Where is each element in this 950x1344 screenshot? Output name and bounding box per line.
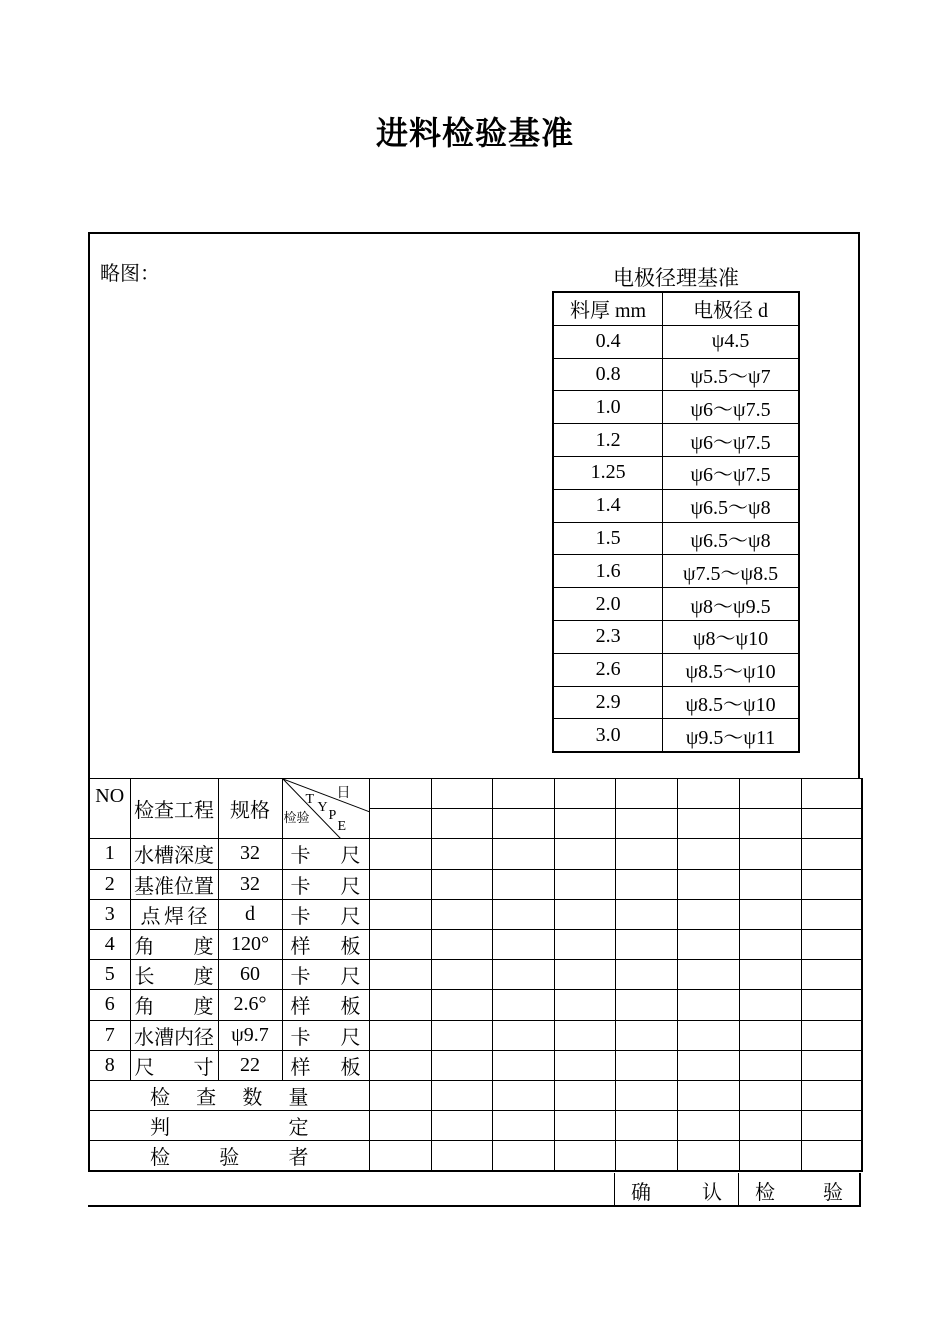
- tool-cell: [282, 1020, 369, 1050]
- date-cell: [677, 779, 739, 809]
- inspect-label: 检验: [283, 810, 310, 825]
- tool-cell: [282, 869, 369, 899]
- thickness-cell: 1.6: [553, 555, 663, 588]
- type-cell: [554, 809, 615, 839]
- inspection-row: [89, 1050, 862, 1080]
- tool-text: 尺: [340, 966, 361, 989]
- record-cell: [739, 1141, 801, 1172]
- record-cell: [801, 839, 862, 869]
- thickness-cell: 3.0: [553, 719, 663, 752]
- process-text: 焊: [164, 905, 184, 928]
- electrode-row: [553, 424, 799, 457]
- record-cell: [369, 869, 431, 899]
- record-cell: [431, 929, 492, 959]
- record-cell: [492, 990, 554, 1020]
- record-cell: [615, 869, 677, 899]
- record-cell: [554, 899, 615, 929]
- record-cell: [615, 839, 677, 869]
- inspection-row: [89, 899, 862, 929]
- electrode-row: [553, 358, 799, 391]
- record-cell: [677, 1080, 739, 1110]
- record-cell: [801, 1141, 862, 1172]
- process-text: 水槽深度: [134, 845, 214, 868]
- record-cell: [554, 1050, 615, 1080]
- summary-text: 检: [150, 1086, 170, 1109]
- process-text: 度: [193, 966, 214, 989]
- record-cell: [369, 839, 431, 869]
- process-text: 径: [187, 905, 208, 928]
- record-cell: [431, 1050, 492, 1080]
- summary-row: [89, 1141, 862, 1172]
- item-number: 8: [89, 1050, 130, 1080]
- record-cell: [739, 899, 801, 929]
- record-cell: [615, 1111, 677, 1141]
- record-cell: [554, 869, 615, 899]
- inspection-row: [89, 960, 862, 990]
- summary-text: 量: [288, 1086, 309, 1109]
- process-cell: [130, 960, 218, 990]
- type-cell: [677, 809, 739, 839]
- process-text: 长: [134, 966, 155, 989]
- summary-text: 验: [219, 1147, 240, 1170]
- electrode-row: [553, 686, 799, 719]
- electrode-diameter-cell: ψ6～ψ7.5: [663, 424, 799, 457]
- document-title: 进料检验基准: [375, 115, 574, 151]
- record-cell: [677, 869, 739, 899]
- process-cell: [130, 869, 218, 899]
- record-cell: [492, 1050, 554, 1080]
- spec-cell: 120°: [218, 929, 282, 959]
- record-cell: [801, 960, 862, 990]
- record-cell: [369, 1080, 431, 1110]
- date-cell: [369, 779, 431, 809]
- summary-text: 查: [196, 1086, 217, 1109]
- record-cell: [677, 1050, 739, 1080]
- thickness-cell: 2.3: [553, 620, 663, 653]
- date-cell: [431, 779, 492, 809]
- record-cell: [615, 929, 677, 959]
- electrode-diameter-cell: ψ8～ψ10: [663, 620, 799, 653]
- spec-header: 规格: [218, 779, 282, 839]
- record-cell: [615, 899, 677, 929]
- record-cell: [615, 1020, 677, 1050]
- record-cell: [677, 929, 739, 959]
- record-cell: [369, 1020, 431, 1050]
- type-date-header: [282, 779, 369, 839]
- item-number: 4: [89, 929, 130, 959]
- record-cell: [431, 1080, 492, 1110]
- tool-text: 样: [290, 936, 311, 959]
- thickness-cell: 2.6: [553, 653, 663, 686]
- date-label: 日: [336, 786, 351, 801]
- record-cell: [492, 899, 554, 929]
- thickness-cell: 0.8: [553, 358, 663, 391]
- electrode-diameter-cell: ψ7.5～ψ8.5: [663, 555, 799, 588]
- record-cell: [801, 929, 862, 959]
- sketch-label: 略图：: [100, 263, 160, 285]
- record-cell: [739, 1020, 801, 1050]
- record-cell: [492, 839, 554, 869]
- tool-text: 样: [290, 996, 311, 1019]
- electrode-diameter-cell: ψ8.5～ψ10: [663, 653, 799, 686]
- record-cell: [739, 990, 801, 1020]
- process-text: 基准位置: [134, 875, 214, 898]
- record-cell: [677, 960, 739, 990]
- record-cell: [615, 1050, 677, 1080]
- electrode-row: [553, 325, 799, 358]
- record-cell: [739, 929, 801, 959]
- spec-cell: 60: [218, 960, 282, 990]
- electrode-diameter-cell: ψ4.5: [663, 325, 799, 358]
- date-cell: [739, 779, 801, 809]
- record-cell: [369, 990, 431, 1020]
- tool-text: 卡: [290, 845, 311, 868]
- tool-cell: [282, 1050, 369, 1080]
- inspection-row: [89, 929, 862, 959]
- electrode-header-row: [553, 292, 799, 325]
- record-cell: [801, 869, 862, 899]
- tool-text: 板: [340, 936, 361, 959]
- electrode-row: [553, 620, 799, 653]
- confirm-char: 确: [631, 1181, 651, 1204]
- electrode-row: [553, 653, 799, 686]
- record-cell: [431, 869, 492, 899]
- record-cell: [554, 929, 615, 959]
- item-number: 6: [89, 990, 130, 1020]
- tool-cell: [282, 929, 369, 959]
- item-number: 1: [89, 839, 130, 869]
- process-text: 度: [193, 996, 214, 1019]
- tool-cell: [282, 839, 369, 869]
- record-cell: [615, 960, 677, 990]
- date-cell: [492, 779, 554, 809]
- item-number: 5: [89, 960, 130, 990]
- no-header: NO: [89, 779, 130, 839]
- inspection-row: [89, 839, 862, 869]
- tool-text: 样: [290, 1056, 311, 1079]
- electrode-diameter-cell: ψ8.5～ψ10: [663, 686, 799, 719]
- record-cell: [801, 990, 862, 1020]
- electrode-diameter-cell: ψ6.5～ψ8: [663, 489, 799, 522]
- summary-row: [89, 1111, 862, 1141]
- record-cell: [431, 1141, 492, 1172]
- record-cell: [554, 1080, 615, 1110]
- process-cell: [130, 929, 218, 959]
- type-cell: [369, 809, 431, 839]
- summary-text: 检: [150, 1147, 170, 1170]
- thickness-header: 料厚 mm: [553, 292, 663, 325]
- type-cell: [431, 809, 492, 839]
- record-cell: [677, 990, 739, 1020]
- record-cell: [615, 990, 677, 1020]
- electrode-diameter-cell: ψ9.5～ψ11: [663, 719, 799, 752]
- record-cell: [739, 960, 801, 990]
- record-cell: [677, 839, 739, 869]
- inspect-char: 检: [755, 1181, 775, 1204]
- record-cell: [615, 1141, 677, 1172]
- record-cell: [492, 1111, 554, 1141]
- type-cell: [739, 809, 801, 839]
- record-cell: [554, 1111, 615, 1141]
- tool-text: 卡: [290, 966, 311, 989]
- tool-cell: [282, 899, 369, 929]
- summary-text: 者: [288, 1147, 309, 1170]
- type-p: P: [328, 808, 337, 823]
- record-cell: [615, 1080, 677, 1110]
- type-cell: [801, 809, 862, 839]
- record-cell: [554, 990, 615, 1020]
- record-cell: [801, 899, 862, 929]
- electrode-diameter-cell: ψ6～ψ7.5: [663, 456, 799, 489]
- record-cell: [801, 1020, 862, 1050]
- record-cell: [369, 899, 431, 929]
- inspection-row: [89, 990, 862, 1020]
- record-cell: [369, 1111, 431, 1141]
- record-cell: [554, 960, 615, 990]
- record-cell: [739, 1111, 801, 1141]
- thickness-cell: 1.5: [553, 522, 663, 555]
- process-text: 点: [140, 905, 161, 928]
- confirm-cell: [614, 1173, 738, 1207]
- record-cell: [677, 899, 739, 929]
- electrode-row: [553, 391, 799, 424]
- tool-text: 卡: [290, 1026, 311, 1049]
- record-cell: [739, 1080, 801, 1110]
- tool-cell: [282, 960, 369, 990]
- tool-text: 板: [340, 1056, 361, 1079]
- electrode-row: [553, 489, 799, 522]
- process-text: 水漕内径: [134, 1026, 214, 1049]
- process-text: 角: [134, 936, 155, 959]
- type-e: E: [337, 819, 347, 834]
- process-text: 角: [134, 996, 155, 1019]
- electrode-table: [552, 291, 800, 753]
- electrode-diameter-cell: ψ6～ψ7.5: [663, 391, 799, 424]
- thickness-cell: 1.4: [553, 489, 663, 522]
- summary-row: [89, 1080, 862, 1110]
- spec-cell: d: [218, 899, 282, 929]
- tool-text: 板: [340, 996, 361, 1019]
- thickness-cell: 0.4: [553, 325, 663, 358]
- inspection-row: [89, 1020, 862, 1050]
- record-cell: [492, 929, 554, 959]
- record-cell: [369, 1141, 431, 1172]
- record-cell: [492, 960, 554, 990]
- tool-cell: [282, 990, 369, 1020]
- summary-label: [89, 1080, 369, 1110]
- type-t: T: [305, 792, 315, 807]
- date-cell: [615, 779, 677, 809]
- spec-cell: ψ9.7: [218, 1020, 282, 1050]
- spec-cell: 2.6°: [218, 990, 282, 1020]
- tool-text: 尺: [340, 905, 361, 928]
- record-cell: [554, 839, 615, 869]
- record-cell: [677, 1020, 739, 1050]
- record-cell: [431, 960, 492, 990]
- record-cell: [492, 1020, 554, 1050]
- record-cell: [369, 1050, 431, 1080]
- tool-text: 尺: [340, 875, 361, 898]
- record-cell: [739, 1050, 801, 1080]
- date-cell: [801, 779, 862, 809]
- process-cell: [130, 899, 218, 929]
- electrode-diameter-cell: ψ6.5～ψ8: [663, 522, 799, 555]
- record-cell: [677, 1111, 739, 1141]
- record-cell: [677, 1141, 739, 1172]
- record-cell: [739, 839, 801, 869]
- process-cell: [130, 990, 218, 1020]
- tool-text: 尺: [340, 845, 361, 868]
- item-number: 3: [89, 899, 130, 929]
- record-cell: [801, 1080, 862, 1110]
- electrode-diameter-cell: ψ5.5～ψ7: [663, 358, 799, 391]
- electrode-row: [553, 456, 799, 489]
- inspect-cell: [738, 1173, 861, 1207]
- inspection-header-row: [89, 779, 862, 809]
- record-cell: [801, 1050, 862, 1080]
- inspection-row: [89, 869, 862, 899]
- record-cell: [431, 1020, 492, 1050]
- item-number: 7: [89, 1020, 130, 1050]
- electrode-row: [553, 522, 799, 555]
- process-text: 度: [193, 936, 214, 959]
- record-cell: [554, 1020, 615, 1050]
- record-cell: [369, 929, 431, 959]
- electrode-table-title: 电极径理基准: [613, 266, 739, 290]
- inspection-table: [88, 778, 863, 1172]
- record-cell: [431, 899, 492, 929]
- spec-cell: 22: [218, 1050, 282, 1080]
- record-cell: [492, 1080, 554, 1110]
- thickness-cell: 1.0: [553, 391, 663, 424]
- electrode-row: [553, 719, 799, 752]
- thickness-cell: 1.25: [553, 456, 663, 489]
- record-cell: [369, 960, 431, 990]
- record-cell: [492, 869, 554, 899]
- record-cell: [554, 1141, 615, 1172]
- summary-text: 数: [242, 1086, 263, 1109]
- electrode-diameter-header: 电极径 d: [663, 292, 799, 325]
- electrode-diameter-cell: ψ8～ψ9.5: [663, 588, 799, 621]
- confirm-char: 认: [702, 1181, 722, 1204]
- inspect-char: 验: [823, 1181, 843, 1204]
- process-cell: [130, 1020, 218, 1050]
- process-header: 检查工程: [130, 779, 218, 839]
- summary-label: [89, 1141, 369, 1172]
- summary-text: 判: [150, 1117, 170, 1140]
- process-cell: [130, 839, 218, 869]
- electrode-row: [553, 588, 799, 621]
- spec-cell: 32: [218, 869, 282, 899]
- footer: [88, 1173, 861, 1207]
- record-cell: [492, 1141, 554, 1172]
- record-cell: [431, 1111, 492, 1141]
- thickness-cell: 2.9: [553, 686, 663, 719]
- record-cell: [801, 1111, 862, 1141]
- spec-cell: 32: [218, 839, 282, 869]
- electrode-row: [553, 555, 799, 588]
- process-cell: [130, 1050, 218, 1080]
- type-y: Y: [317, 800, 328, 815]
- tool-text: 卡: [290, 905, 311, 928]
- item-number: 2: [89, 869, 130, 899]
- record-cell: [739, 869, 801, 899]
- thickness-cell: 2.0: [553, 588, 663, 621]
- summary-text: 定: [288, 1117, 309, 1140]
- type-cell: [615, 809, 677, 839]
- process-text: 寸: [193, 1056, 214, 1079]
- tool-text: 卡: [290, 875, 311, 898]
- date-cell: [554, 779, 615, 809]
- tool-text: 尺: [340, 1026, 361, 1049]
- record-cell: [431, 990, 492, 1020]
- process-text: 尺: [134, 1056, 155, 1079]
- type-cell: [492, 809, 554, 839]
- record-cell: [431, 839, 492, 869]
- thickness-cell: 1.2: [553, 424, 663, 457]
- summary-label: [89, 1111, 369, 1141]
